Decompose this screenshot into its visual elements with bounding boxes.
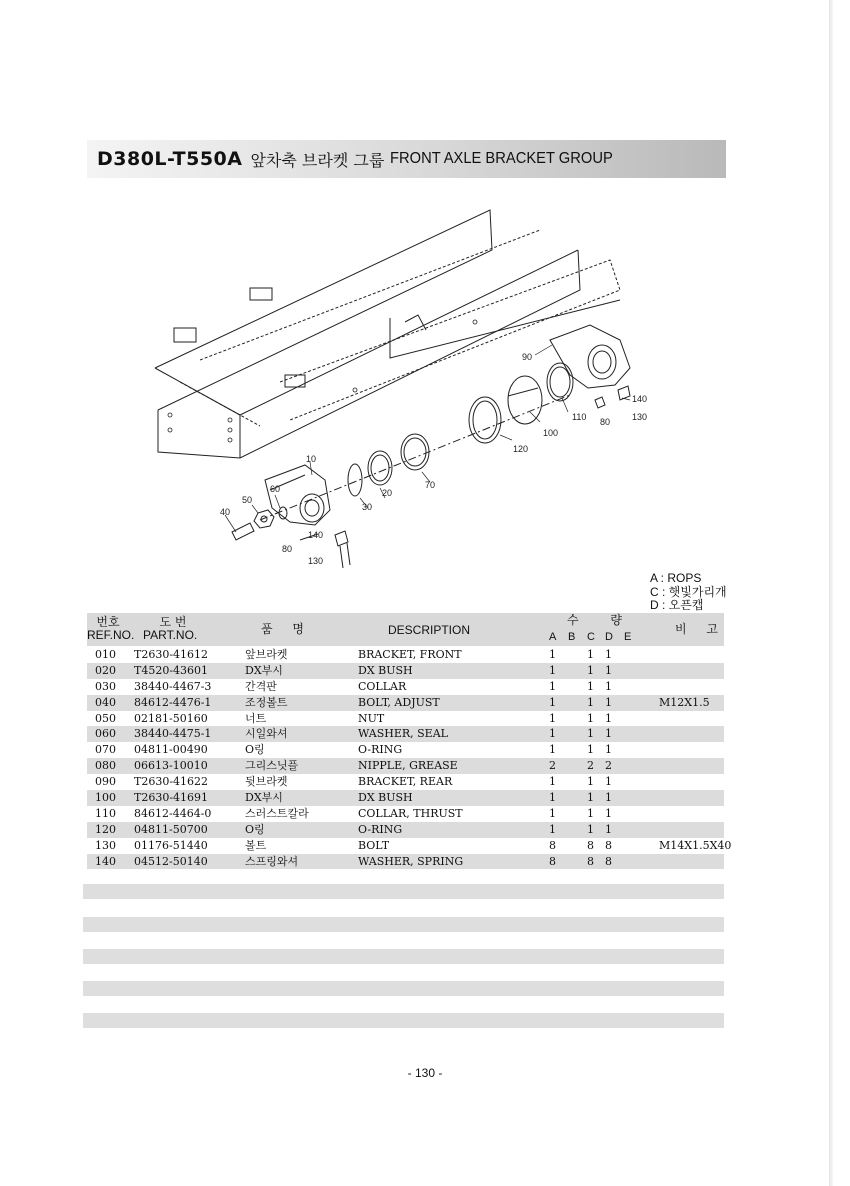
part-no-cell: T2630-41622 xyxy=(134,775,209,789)
callout-label: 10 xyxy=(306,454,317,464)
legend-item: C : 햇빛가리개 xyxy=(650,584,727,599)
variant-legend xyxy=(650,572,727,613)
qty-a-cell: 1 xyxy=(549,727,556,741)
qty-d-cell: 1 xyxy=(605,711,612,725)
qty-c-cell: 1 xyxy=(587,822,594,836)
qty-a-cell: 1 xyxy=(549,743,556,757)
description-cell: BOLT xyxy=(358,838,390,852)
qty-c-cell: 8 xyxy=(587,838,594,852)
header-qty-e: E xyxy=(624,631,632,643)
qty-d-cell: 1 xyxy=(605,648,612,661)
ref-no-cell: 110 xyxy=(95,806,116,820)
qty-d-cell: 1 xyxy=(605,806,612,820)
qty-c-cell: 1 xyxy=(587,806,594,820)
ref-no-cell: 060 xyxy=(95,727,116,741)
callout-label: 30 xyxy=(362,502,373,512)
description-cell: O-RING xyxy=(358,743,403,757)
description-cell: NUT xyxy=(358,711,385,725)
callout-label: 130 xyxy=(308,556,324,566)
table-header xyxy=(87,613,724,646)
callout-label: 110 xyxy=(572,412,587,422)
description-cell: BRACKET, REAR xyxy=(358,775,453,789)
table-row xyxy=(87,790,724,806)
callout-label: 90 xyxy=(522,352,533,362)
table-row xyxy=(87,679,724,695)
part-name-cell: 앞브라켓 xyxy=(245,648,288,661)
callout-label: 140 xyxy=(632,394,648,404)
page-edge xyxy=(829,0,833,1186)
part-no-cell: 04811-00490 xyxy=(134,743,208,757)
description-cell: DX BUSH xyxy=(358,663,413,677)
table-row xyxy=(87,774,724,790)
ref-no-cell: 140 xyxy=(95,854,116,868)
part-no-cell: T2630-41691 xyxy=(134,791,209,805)
header-qty-ko: 수 량 xyxy=(567,613,636,627)
callout-label: 120 xyxy=(513,444,529,454)
ref-no-cell: 050 xyxy=(95,711,116,725)
part-no-cell: 02181-50160 xyxy=(134,711,208,725)
header-part-ko: 도 번 xyxy=(159,615,187,629)
qty-c-cell: 1 xyxy=(587,743,594,757)
header-ref-ko: 번호 xyxy=(96,615,120,629)
qty-d-cell: 2 xyxy=(605,759,612,773)
legend-item: A : ROPS xyxy=(650,571,702,585)
remark-cell: M12X1.5 xyxy=(659,695,710,709)
header-qty-a: A xyxy=(549,631,557,643)
part-name-cell: 뒷브라켓 xyxy=(245,775,288,789)
qty-c-cell: 1 xyxy=(587,775,594,789)
exploded-parts-diagram xyxy=(140,190,660,580)
page-title-bar xyxy=(87,140,726,178)
front-frame-rail xyxy=(155,210,620,458)
qty-d-cell: 1 xyxy=(605,775,612,789)
qty-c-cell: 1 xyxy=(587,727,594,741)
qty-a-cell: 1 xyxy=(549,679,556,693)
header-ref-en: REF.NO. xyxy=(87,628,135,642)
table-row xyxy=(87,854,724,870)
callout-label: 80 xyxy=(600,417,611,427)
part-name-cell: 조정볼트 xyxy=(245,695,288,709)
part-name-cell: 볼트 xyxy=(245,838,267,852)
part-no-cell: 04512-50140 xyxy=(134,854,208,868)
description-cell: BOLT, ADJUST xyxy=(358,695,440,709)
ref-no-cell: 080 xyxy=(95,759,116,773)
table-row xyxy=(87,726,724,742)
qty-a-cell: 1 xyxy=(549,822,556,836)
header-description: DESCRIPTION xyxy=(388,623,471,637)
qty-a-cell: 1 xyxy=(549,711,556,725)
qty-d-cell: 1 xyxy=(605,822,612,836)
empty-row-band xyxy=(83,917,724,932)
qty-c-cell: 1 xyxy=(587,648,594,661)
title-korean: 앞차축 브라켓 그룹 xyxy=(250,150,385,170)
part-name-cell: 너트 xyxy=(245,711,267,725)
table-row xyxy=(87,647,724,663)
part-name-cell: 시일와셔 xyxy=(245,727,288,741)
table-row xyxy=(87,742,724,758)
ref-no-cell: 120 xyxy=(95,822,116,836)
qty-a-cell: 1 xyxy=(549,663,556,677)
callout-label: 60 xyxy=(270,484,281,494)
parts-table-body xyxy=(87,647,732,869)
qty-c-cell: 1 xyxy=(587,679,594,693)
table-row xyxy=(87,822,724,838)
description-cell: BRACKET, FRONT xyxy=(358,648,462,661)
qty-a-cell: 1 xyxy=(549,806,556,820)
part-name-cell: 스프링와셔 xyxy=(245,854,299,868)
part-name-cell: O링 xyxy=(245,743,265,757)
qty-a-cell: 1 xyxy=(549,791,556,805)
header-qty-b: B xyxy=(568,631,576,643)
table-row xyxy=(87,663,724,679)
qty-d-cell: 1 xyxy=(605,679,612,693)
title-english: FRONT AXLE BRACKET GROUP xyxy=(390,150,614,167)
ref-no-cell: 070 xyxy=(95,743,116,757)
part-no-cell: 84612-4464-0 xyxy=(134,806,212,820)
empty-row-band xyxy=(83,949,724,964)
rear-bracket-part xyxy=(550,325,630,388)
empty-row-band xyxy=(83,884,724,899)
callout-label: 40 xyxy=(220,507,231,517)
header-qty-c: C xyxy=(587,631,595,643)
callout-label: 140 xyxy=(308,530,324,540)
part-no-cell: 38440-4475-1 xyxy=(134,727,212,741)
qty-c-cell: 1 xyxy=(587,695,594,709)
description-cell: DX BUSH xyxy=(358,791,413,805)
part-no-cell: T4520-43601 xyxy=(134,663,209,677)
qty-d-cell: 8 xyxy=(605,838,612,852)
qty-a-cell: 2 xyxy=(549,759,556,773)
header-part-en: PART.NO. xyxy=(143,628,198,642)
remark-cell: M14X1.5X40 xyxy=(659,838,732,852)
ref-no-cell: 020 xyxy=(95,663,116,677)
qty-c-cell: 2 xyxy=(587,759,594,773)
header-remarks-ko: 비 고 xyxy=(675,622,726,636)
qty-a-cell: 1 xyxy=(549,648,556,661)
ref-no-cell: 100 xyxy=(95,791,116,805)
description-cell: NIPPLE, GREASE xyxy=(358,759,458,773)
part-no-cell: 01176-51440 xyxy=(134,838,208,852)
qty-d-cell: 1 xyxy=(605,695,612,709)
part-name-cell: 그리스닛플 xyxy=(245,759,299,773)
part-no-cell: 04811-50700 xyxy=(134,822,208,836)
table-row xyxy=(87,806,724,822)
description-cell: COLLAR xyxy=(358,679,407,693)
model-number: D380L-T550A xyxy=(97,148,243,170)
part-name-cell: DX부시 xyxy=(245,791,283,805)
callout-label: 70 xyxy=(425,480,436,490)
qty-a-cell: 8 xyxy=(549,854,556,868)
ref-no-cell: 040 xyxy=(95,695,116,709)
table-row xyxy=(87,758,724,774)
empty-row-band xyxy=(83,1013,724,1028)
part-name-cell: DX부시 xyxy=(245,663,283,677)
qty-d-cell: 1 xyxy=(605,727,612,741)
part-name-cell: 스러스트칼라 xyxy=(245,806,309,820)
callout-label: 80 xyxy=(282,544,293,554)
callout-label: 100 xyxy=(543,428,559,438)
qty-c-cell: 1 xyxy=(587,791,594,805)
table-row xyxy=(87,838,732,854)
ref-no-cell: 010 xyxy=(95,648,116,661)
description-cell: O-RING xyxy=(358,822,403,836)
qty-d-cell: 1 xyxy=(605,791,612,805)
part-no-cell: T2630-41612 xyxy=(134,648,209,661)
part-no-cell: 84612-4476-1 xyxy=(134,695,212,709)
qty-a-cell: 8 xyxy=(549,838,556,852)
qty-c-cell: 8 xyxy=(587,854,594,868)
callout-label: 130 xyxy=(632,412,648,422)
qty-d-cell: 1 xyxy=(605,743,612,757)
part-name-cell: 간격판 xyxy=(245,679,277,693)
table-row xyxy=(87,695,724,711)
ref-no-cell: 030 xyxy=(95,679,116,693)
qty-c-cell: 1 xyxy=(587,711,594,725)
part-no-cell: 06613-10010 xyxy=(134,759,208,773)
page-number: - 130 - xyxy=(407,1066,443,1080)
header-qty-d: D xyxy=(605,631,613,643)
part-no-cell: 38440-4467-3 xyxy=(134,679,212,693)
part-name-cell: O링 xyxy=(245,822,265,836)
callout-label: 50 xyxy=(242,495,253,505)
header-name-ko: 품 명 xyxy=(261,622,312,636)
qty-a-cell: 1 xyxy=(549,695,556,709)
legend-item: D : 오픈캡 xyxy=(650,598,704,612)
qty-d-cell: 1 xyxy=(605,663,612,677)
callout-label: 20 xyxy=(382,488,393,498)
ref-no-cell: 130 xyxy=(95,838,116,852)
ref-no-cell: 090 xyxy=(95,775,116,789)
description-cell: WASHER, SEAL xyxy=(358,727,448,741)
qty-a-cell: 1 xyxy=(549,775,556,789)
table-row xyxy=(87,711,724,727)
description-cell: COLLAR, THRUST xyxy=(358,806,463,820)
description-cell: WASHER, SPRING xyxy=(358,854,464,868)
qty-d-cell: 8 xyxy=(605,854,612,868)
empty-row-band xyxy=(83,981,724,996)
qty-c-cell: 1 xyxy=(587,663,594,677)
